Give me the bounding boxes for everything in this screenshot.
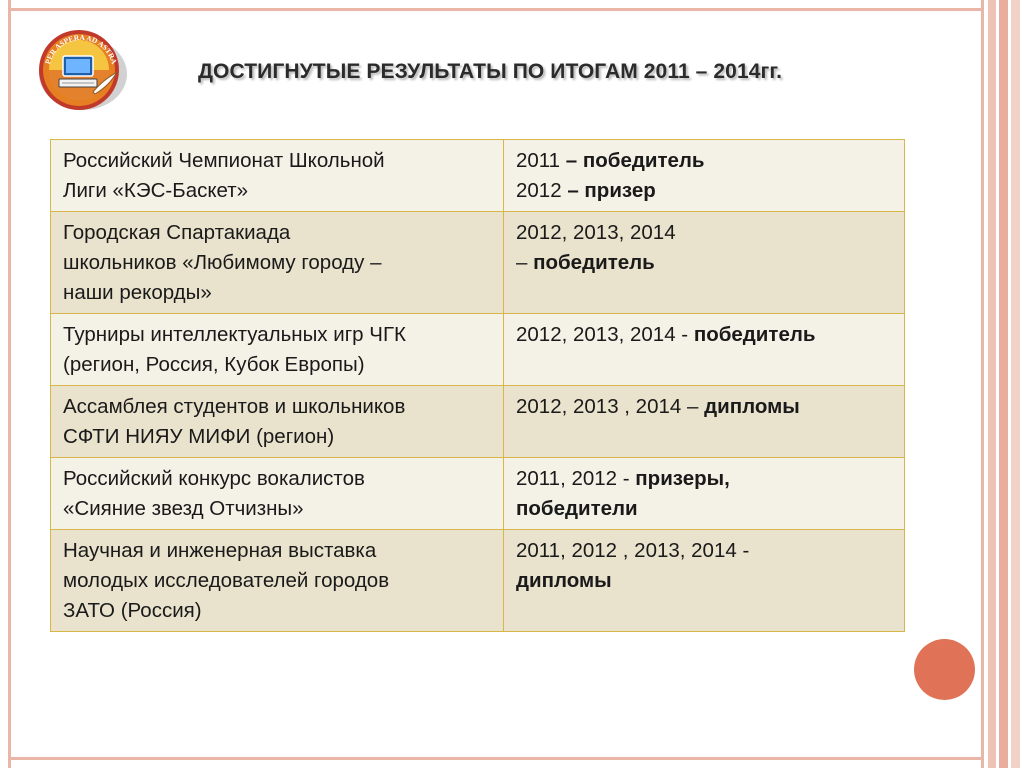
event-line: молодых исследователей городов (63, 569, 390, 592)
decor-stripe (1011, 0, 1020, 768)
result-line: дипломы (516, 569, 612, 592)
result-cell (504, 212, 905, 314)
event-line: Лиги «КЭС-Баскет» (63, 179, 249, 202)
result-line: 2012 – призер (516, 179, 656, 202)
result-cell (504, 386, 905, 458)
table-row (51, 212, 905, 314)
event-line: «Сияние звезд Отчизны» (63, 497, 304, 520)
event-cell (51, 212, 504, 314)
result-cell (504, 314, 905, 386)
page-title: ДОСТИГНУТЫЕ РЕЗУЛЬТАТЫ ПО ИТОГАМ 2011 – 2014гг. (198, 60, 783, 83)
event-cell (51, 386, 504, 458)
frame-right-line (981, 0, 984, 768)
result-line: 2012, 2013 , 2014 – дипломы (516, 395, 800, 418)
event-line: (регион, Россия, Кубок Европы) (63, 353, 365, 376)
event-line: Турниры интеллектуальных игр ЧГК (63, 323, 406, 346)
frame-left-line (8, 0, 11, 768)
result-line: 2012, 2013, 2014 (516, 221, 676, 244)
result-line: 2011, 2012 - призеры, (516, 467, 730, 490)
result-line: 2011 – победитель (516, 149, 705, 172)
event-line: школьников «Любимому городу – (63, 251, 382, 274)
result-cell (504, 530, 905, 632)
result-line: – победитель (516, 251, 655, 274)
table-row (51, 530, 905, 632)
table-row (51, 386, 905, 458)
school-logo-emblem (33, 26, 129, 112)
event-cell (51, 140, 504, 212)
decor-stripe (999, 0, 1008, 768)
result-line: победители (516, 497, 638, 520)
table-row (51, 458, 905, 530)
event-line: Российский Чемпионат Школьной (63, 149, 385, 172)
event-line: Ассамблея студентов и школьников (63, 395, 406, 418)
frame-top-line (8, 8, 984, 11)
result-line: 2011, 2012 , 2013, 2014 - (516, 539, 750, 562)
table-row (51, 314, 905, 386)
event-line: ЗАТО (Россия) (63, 599, 202, 622)
result-cell (504, 458, 905, 530)
results-table (50, 139, 905, 632)
result-line: 2012, 2013, 2014 - победитель (516, 323, 816, 346)
event-line: СФТИ НИЯУ МИФИ (регион) (63, 425, 335, 448)
event-line: Научная и инженерная выставка (63, 539, 377, 562)
event-cell (51, 530, 504, 632)
event-cell (51, 314, 504, 386)
result-cell (504, 140, 905, 212)
event-cell (51, 458, 504, 530)
logo-motto: PER ASPERA AD ASTRA (43, 32, 119, 66)
table-row (51, 140, 905, 212)
decor-stripe (988, 0, 996, 768)
frame-bottom-line (8, 757, 984, 760)
event-line: наши рекорды» (63, 281, 212, 304)
decor-circle (914, 639, 975, 700)
event-line: Российский конкурс вокалистов (63, 467, 365, 490)
event-line: Городская Спартакиада (63, 221, 291, 244)
